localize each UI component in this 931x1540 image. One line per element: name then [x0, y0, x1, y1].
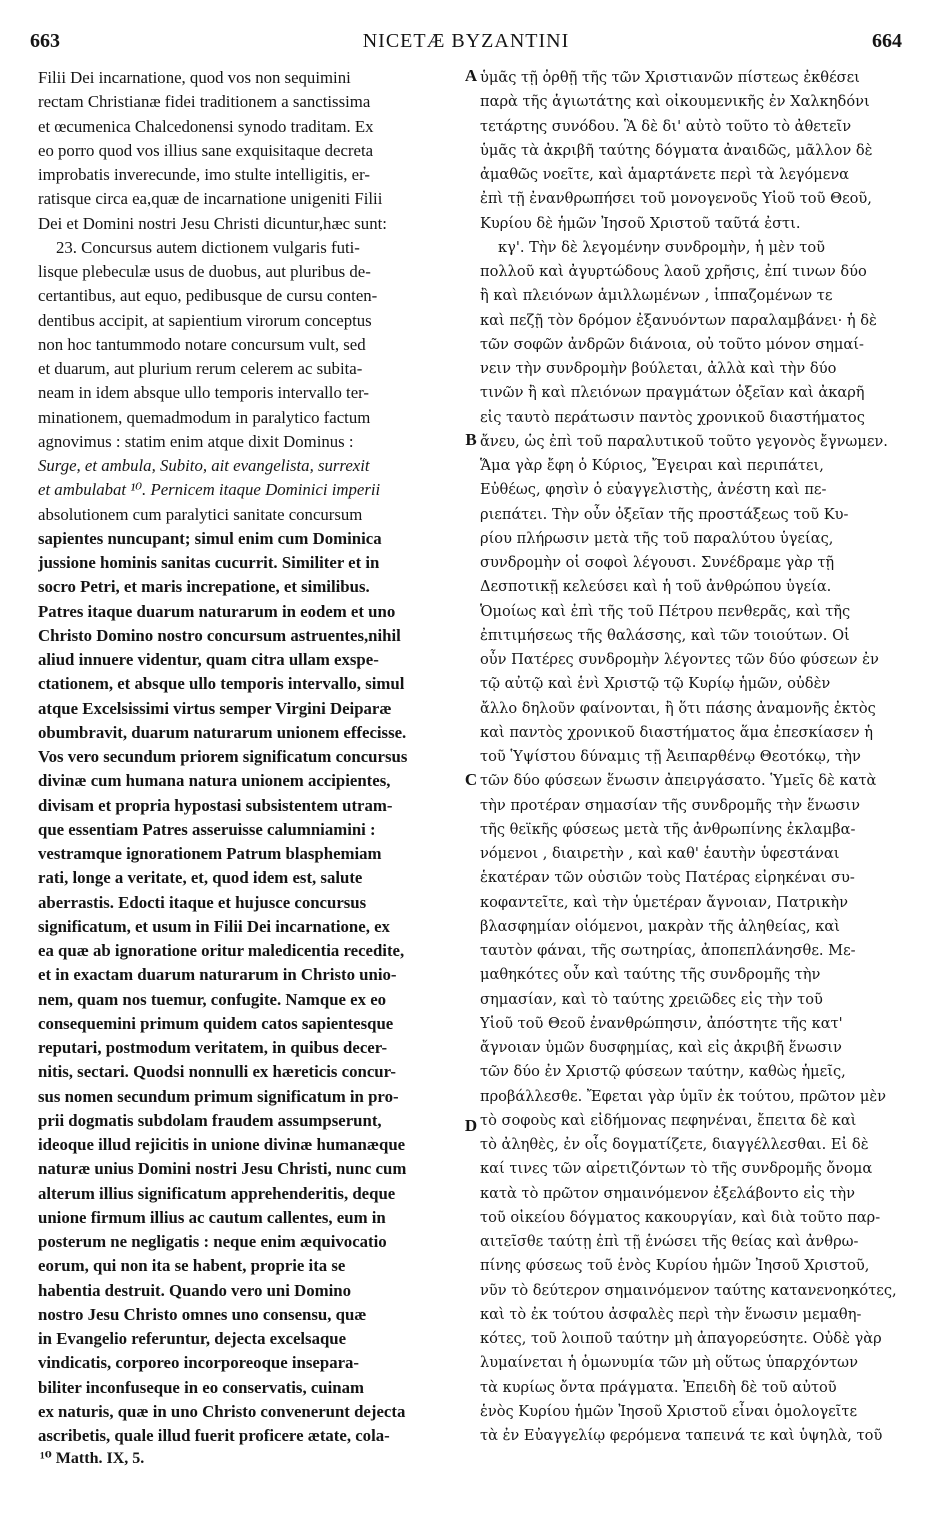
greek-text-line: προβάλλεσθε. Ἔφεται γὰρ ὑμῖν ἐκ τούτου, πρῶτον μὲν [480, 1087, 887, 1105]
latin-column [38, 66, 460, 1448]
latin-text-line: ctationem, et absque ullo temporis intervallo, simul [38, 674, 405, 694]
margin-letter-d: D [464, 1116, 478, 1135]
greek-text-line: Κυρίου δὲ ἡμῶν Ἰησοῦ Χριστοῦ ταῦτά ἐστι. [480, 214, 801, 232]
latin-text-line: ex naturis, quæ in uno Christo convenerunt dejecta [38, 1401, 406, 1421]
latin-text-line: prii dogmatis subdolam fraudem assumpserunt, [38, 1110, 382, 1130]
latin-text-line: vindicatis, corporeo incorporeoque insepara- [38, 1353, 360, 1373]
greek-text-line: τῶν σοφῶν ἀνδρῶν διάνοια, οὐ τοῦτο μόνον σημαί- [480, 335, 864, 353]
latin-text-line: significatum, et usum in Filii Dei incarnatione, ex [38, 916, 390, 936]
latin-text-line: 23. Concursus autem dictionem vulgaris futi- [56, 237, 360, 257]
latin-text-line: neam in idem absque ullo temporis intervallo ter- [38, 383, 370, 403]
greek-text-line: τὸ ἀληθὲς, ἐν οἷς δογματίζετε, διαγγέλλεσθαι. Εἰ δὲ [480, 1136, 869, 1153]
latin-text-line: improbatis inverecunde, imo stulte intelligitis, er- [38, 165, 370, 184]
latin-text-line: unione firmum illius ac cautum callentes, eum in [38, 1207, 386, 1227]
greek-text-line: τῷ αὐτῷ καὶ ἑνὶ Χριστῷ τῷ Κυρίῳ ἡμῶν, οὐδὲν [480, 675, 831, 693]
greek-text-line: Δεσποτικῇ κελεύσει καὶ ἡ τοῦ ἀνθρώπου ὑγεία. [480, 578, 832, 596]
latin-text-line: nostro Jesu Christo omnes uno consensu, quæ [38, 1304, 367, 1324]
latin-text-line: Christo Domino nostro concursum astruentes,nihil [38, 625, 401, 645]
greek-text-line: ρίου πλήρωσιν μετὰ τῆς τοῦ παραλύτου ὑγείας, [480, 529, 834, 547]
greek-text-line: ἑκατέραν τῶν οὐσιῶν τοὺς Πατέρας εἰρηκέναι συ- [480, 869, 855, 887]
latin-text-line: ea quæ ab ignoratione oritur maledicentia recedite, [38, 941, 405, 960]
latin-text-line: jussione hominis sanitas cucurrit. Similiter et in [38, 553, 380, 572]
greek-text-line: ἐπὶ τῇ ἐνανθρωπήσει τοῦ μονογενοῦς Υἱοῦ τοῦ Θεοῦ, [480, 190, 872, 208]
greek-text-line: εἰς ταυτὸ περάτωσιν παντὸς χρονικοῦ διαστήματος [480, 408, 865, 426]
latin-text-line: vestramque ignorationem Patrum blasphemiam [38, 844, 382, 863]
latin-text-line: ideoque illud rejicitis in unione divinæ humanæque [38, 1135, 406, 1154]
latin-text-line: Filii Dei incarnatione, quod vos non sequimini [38, 68, 351, 87]
greek-text-line: συνδρομὴν οἱ σοφοὶ λέγουσι. Συνέδραμε γὰρ τῇ [480, 554, 835, 571]
greek-text-line: τῶν δύο ἐν Χριστῷ φύσεων ταύτην, καθὼς ἡμεῖς, [480, 1063, 846, 1081]
greek-text-line: ἄγνοιαν ὑμῶν δυσφημίας, καὶ εἰς ἀκριβῆ ἕνωσιν [480, 1039, 842, 1056]
latin-text-line: et œcumenica Chalcedonensi synodo traditam. Ex [38, 116, 374, 136]
latin-text-line: Patres itaque duarum naturarum in eodem et uno [38, 601, 396, 621]
greek-text-line: ὑμᾶς τὰ ἀκριβῆ ταύτης δόγματα ἀναιδῶς, μᾶλλον δὲ [480, 141, 873, 159]
latin-text-line: non hoc tantummodo notare concursum vult, sed [38, 334, 366, 354]
latin-text-line: certantibus, aut equo, pedibusque de cursu conten- [38, 286, 378, 306]
latin-text-line: rectam Christianæ fidei traditionem a sanctissima [38, 92, 371, 112]
latin-text-line: sapientes nuncupant; simul enim cum Dominica [38, 528, 382, 548]
greek-column [480, 66, 904, 1448]
latin-text-line: et duarum, aut plurium rerum celerem ac subita- [38, 359, 363, 378]
latin-text-line: et in exactam duarum naturarum in Christo unio- [38, 965, 397, 985]
greek-text-line: ἄλλο δηλοῦν φαίνονται, ἢ ὅτι πάσης ἀναμονῆς ἐκτὸς [480, 699, 876, 717]
greek-text-line: οὖν Πατέρες συνδρομὴν λέγοντες τῶν δύο φύσεων ἐν [480, 651, 879, 668]
latin-text-line: posterum ne negligatis : neque enim æquivocatio [38, 1232, 387, 1251]
page-number-right: 664 [872, 30, 902, 52]
latin-text-line: obumbravit, duarum naturarum unionem effecisse. [38, 722, 407, 742]
latin-text-line: nem, quam nos tuemur, confugite. Namque ex eo [38, 989, 387, 1009]
greek-text-line: Ὁμοίως καὶ ἐπὶ τῆς τοῦ Πέτρου πενθερᾶς, καὶ τῆς [480, 602, 851, 620]
latin-text-line: Surge, et ambula, Subito, ait evangelista, surrexit [38, 456, 370, 475]
greek-text-line: νῦν τὸ δεύτερον σημαινόμενον ταύτης κατανενοηκότες, [480, 1281, 897, 1299]
greek-text-line: πολλοῦ καὶ ἀγυρτώδους λαοῦ χρῆσις, ἐπί τινων δύο [480, 263, 867, 280]
greek-text-line: Εὐθέως, φησὶν ὁ εὐαγγελιστὴς, ἀνέστη καὶ πε- [480, 481, 827, 499]
greek-text-line: κότες, τοῦ λοιποῦ ταύτην μὴ ἀπαγορεύσητε. Οὐδὲ γὰρ [480, 1330, 882, 1347]
greek-text-line: πίνης φύσεως τοῦ ἑνὸς Κυρίου ἡμῶν Ἰησοῦ Χριστοῦ, [480, 1257, 870, 1275]
latin-text-line: agnovimus : statim enim atque dixit Dominus : [38, 431, 354, 451]
latin-text-line: rati, longe a veritate, et, quod idem est, salute [38, 868, 363, 888]
margin-letter-b: B [465, 430, 477, 449]
latin-text-line: ratisque circa ea,quæ de incarnatione unigeniti Filii [38, 189, 383, 209]
greek-text-line: νειν τὴν συνδρομὴν βούλεται, ἀλλὰ καὶ τὴν δύο [480, 360, 837, 377]
margin-letter-c: C [464, 770, 478, 789]
greek-text-line: τοῦ Ὑψίστου δύναμις τῇ Ἀειπαρθένῳ Θεοτόκῳ, τὴν [480, 748, 861, 765]
margin-letter-a: A [464, 66, 478, 85]
greek-text-line: τὰ ἐν Εὐαγγελίῳ φερόμενα ταπεινά τε καὶ ὑψηλὰ, τοῦ [480, 1427, 883, 1444]
latin-text-line: divinæ cum humana natura unionem accipientes, [38, 771, 391, 791]
greek-text-line: βλασφημίαν οἰόμενοι, μακρὰν τῆς ἀληθείας, καὶ [480, 917, 840, 935]
latin-text-line: lisque plebeculæ usus de duobus, aut pluribus de- [38, 262, 371, 281]
greek-text-line: καὶ τὸ ἐκ τούτου ἀσφαλὲς περὶ τὴν ἕνωσιν μεμαθη- [480, 1305, 862, 1323]
greek-text-line: παρὰ τῆς ἁγιωτάτης καὶ οἰκουμενικῆς ἐν Χαλκηδόνι [480, 93, 870, 111]
greek-text-line: καὶ πεζῇ τὸν δρόμον ἐξανυόντων παραλαμβάνει· ἡ δὲ [480, 311, 877, 329]
latin-text-line: sus nomen secundum primum significatum in pro- [38, 1086, 399, 1106]
latin-text-line: minationem, quemadmodum in paralytico factum [38, 407, 371, 427]
greek-text-line: τὰ κυρίως ὄντα πράγματα. Ἐπειδὴ δὲ τοῦ αὐτοῦ [480, 1378, 837, 1396]
latin-text-line: aliud innuere videntur, quam citra ullam exspe- [38, 650, 379, 669]
greek-text-line: σημασίαν, καὶ τὸ ταύτης χρειῶδες εἰς τὴν τοῦ [480, 990, 823, 1008]
latin-text-line: alterum illius significatum apprehenderitis, deque [38, 1183, 396, 1203]
greek-text-line: τινῶν ἢ καὶ πλειόνων πραγμάτων ὀξεῖαν καὶ ἀκαρῆ [480, 384, 865, 402]
greek-text-line: Υἱοῦ τοῦ Θεοῦ ἐνανθρώπησιν, ἀπόστητε τῆς κατ' [480, 1014, 843, 1032]
latin-text-line: habentia destruit. Quando vero uni Domino [38, 1280, 351, 1300]
greek-text-line: ταυτὸν φάναι, τῆς σωτηρίας, ἀποπεπλάνησθε. Με- [480, 942, 856, 959]
greek-text-line: ἢ καὶ πλειόνων ἁμιλλωμένων , ἱππαζομένων τε [480, 287, 833, 305]
latin-text-line: consequemini primum quidem catos sapientesque [38, 1013, 394, 1033]
greek-text-line: ἐπιτιμήσεως τῆς θαλάσσης, καὶ τῶν τοιούτων. Οἱ [480, 626, 850, 644]
greek-text-line: καὶ παντὸς χρονικοῦ διαστήματος ἅμα ἐπεσκίασεν ἡ [480, 723, 873, 741]
latin-text-line: que essentiam Patres asseruisse calumniamini : [38, 819, 376, 839]
greek-text-line: ἑνὸς Κυρίου ἡμῶν Ἰησοῦ Χριστοῦ εἶναι ὁμολογεῖτε [480, 1402, 858, 1420]
latin-text-line: aberrastis. Edocti itaque et hujusce concursus [38, 892, 367, 912]
greek-text-line: τὴν προτέραν σημασίαν τῆς συνδρομῆς τὴν ἕνωσιν [480, 796, 860, 814]
greek-text-line: τὸ σοφοὺς καὶ εἰδήμονας πεφηνέναι, ἔπειτα δὲ καὶ [480, 1111, 857, 1129]
latin-text-line: dentibus accipit, at sapientium virorum conceptus [38, 310, 372, 330]
greek-text-line: καί τινες τῶν αἱρετιζόντων τὸ τῆς συνδρομῆς ὄνομα [480, 1160, 873, 1178]
greek-text-line: τετάρτης συνόδου. Ἃ δὲ δι' αὐτὸ τοῦτο τὸ ἀθετεῖν [480, 117, 852, 135]
latin-text-line: reputari, postmodum veritatem, in quibus decer- [38, 1038, 388, 1057]
latin-text-line: naturæ unius Domini nostri Jesu Christi, nunc cum [38, 1159, 407, 1179]
greek-text-line: ἄνευ, ὡς ἐπὶ τοῦ παραλυτικοῦ τοῦτο γεγονὸς ἔγνωμεν. [480, 432, 888, 450]
latin-text-line: ascribetis, quale illud fuerit proficere ætate, cola- [38, 1426, 390, 1445]
latin-text-line: socro Petri, et maris increpatione, et similibus. [38, 577, 370, 597]
latin-text-line: Dei et Domini nostri Jesu Christi dicuntur,hæc sunt: [38, 213, 387, 233]
latin-text-line: atque Excelsissimi virtus semper Virgini Deiparæ [38, 698, 392, 718]
greek-text-line: ἀμαθῶς νοεῖτε, καὶ ἁμαρτάνετε περὶ τὰ λεγόμενα [480, 166, 850, 183]
greek-text-line: τῆς θεϊκῆς φύσεως μετὰ τῆς ἀνθρωπίνης ἐκλαμβα- [480, 820, 856, 838]
latin-text-line: nitis, sectari. Quodsi nonnulli ex hæreticis concur- [38, 1062, 397, 1082]
latin-text-line: absolutionem cum paralytici sanitate concursum [38, 504, 363, 524]
latin-text-line: divisam et propria hypostasi subsistentem utram- [38, 795, 393, 815]
latin-text-line: eorum, qui non ita se habent, proprie ita se [38, 1256, 346, 1276]
latin-text-line: in Evangelio referuntur, dejecta excelsaque [38, 1329, 347, 1348]
page-number-left: 663 [30, 30, 60, 52]
greek-text-line: ὑμᾶς τῇ ὀρθῇ τῆς τῶν Χριστιανῶν πίστεως ἐκθέσει [480, 69, 860, 86]
greek-text-line: Ἅμα γὰρ ἔφη ὁ Κύριος, Ἔγειραι καὶ περιπάτει, [480, 457, 824, 474]
running-title: NICETÆ BYZANTINI [362, 30, 570, 52]
greek-text-line: κατὰ τὸ πρῶτον σημαινόμενον ἐξελάβοντο εἰς τὴν [480, 1184, 856, 1202]
greek-text-line: τοῦ οἰκείου δόγματος κακουργίαν, καὶ διὰ τοῦτο παρ- [480, 1208, 881, 1226]
greek-text-line: μαθηκότες οὖν καὶ ταύτης τῆς συνδρομῆς τὴν [480, 966, 821, 984]
greek-text-line: τῶν δύο φύσεων ἕνωσιν ἀπειργάσατο. Ὑμεῖς δὲ κατὰ [480, 772, 877, 790]
latin-text-line: biliter inconfuseque in eo conservatis, cuinam [38, 1377, 364, 1397]
greek-text-line: αιτεῖσθε ταύτῃ ἐπὶ τῇ ἑνώσει τῆς θείας καὶ ἀνθρω- [480, 1233, 859, 1250]
latin-text-line: eo porro quod vos illius sane exquisitaque decreta [38, 140, 374, 160]
page-header [30, 30, 902, 60]
greek-text-line: κοφαντεῖτε, καὶ τὴν ὑμετέραν ἄγνοιαν, Πατρικὴν [480, 893, 848, 911]
latin-text-line: et ambulabat ¹⁰. Pernicem itaque Dominici imperii [38, 480, 381, 500]
greek-text-line: κγ'. Τὴν δὲ λεγομένην συνδρομὴν, ἡ μὲν τοῦ [498, 238, 826, 256]
latin-text-line: Vos vero secundum priorem significatum concursus [38, 747, 408, 766]
footnote: ¹⁰ Matth. IX, 5. [40, 1450, 145, 1467]
greek-text-line: ριεπάτει. Τὴν οὖν ὀξεῖαν τῆς προστάξεως τοῦ Κυ- [480, 505, 849, 523]
greek-text-line: νόμενοι , διαιρετὴν , καὶ καθ' ἑαυτὴν ὑφεστάναι [480, 845, 840, 862]
greek-text-line: λυμαίνεται ἡ ὁμωνυμία τῶν μὴ οὕτως ὑπαρχόντων [480, 1354, 858, 1372]
